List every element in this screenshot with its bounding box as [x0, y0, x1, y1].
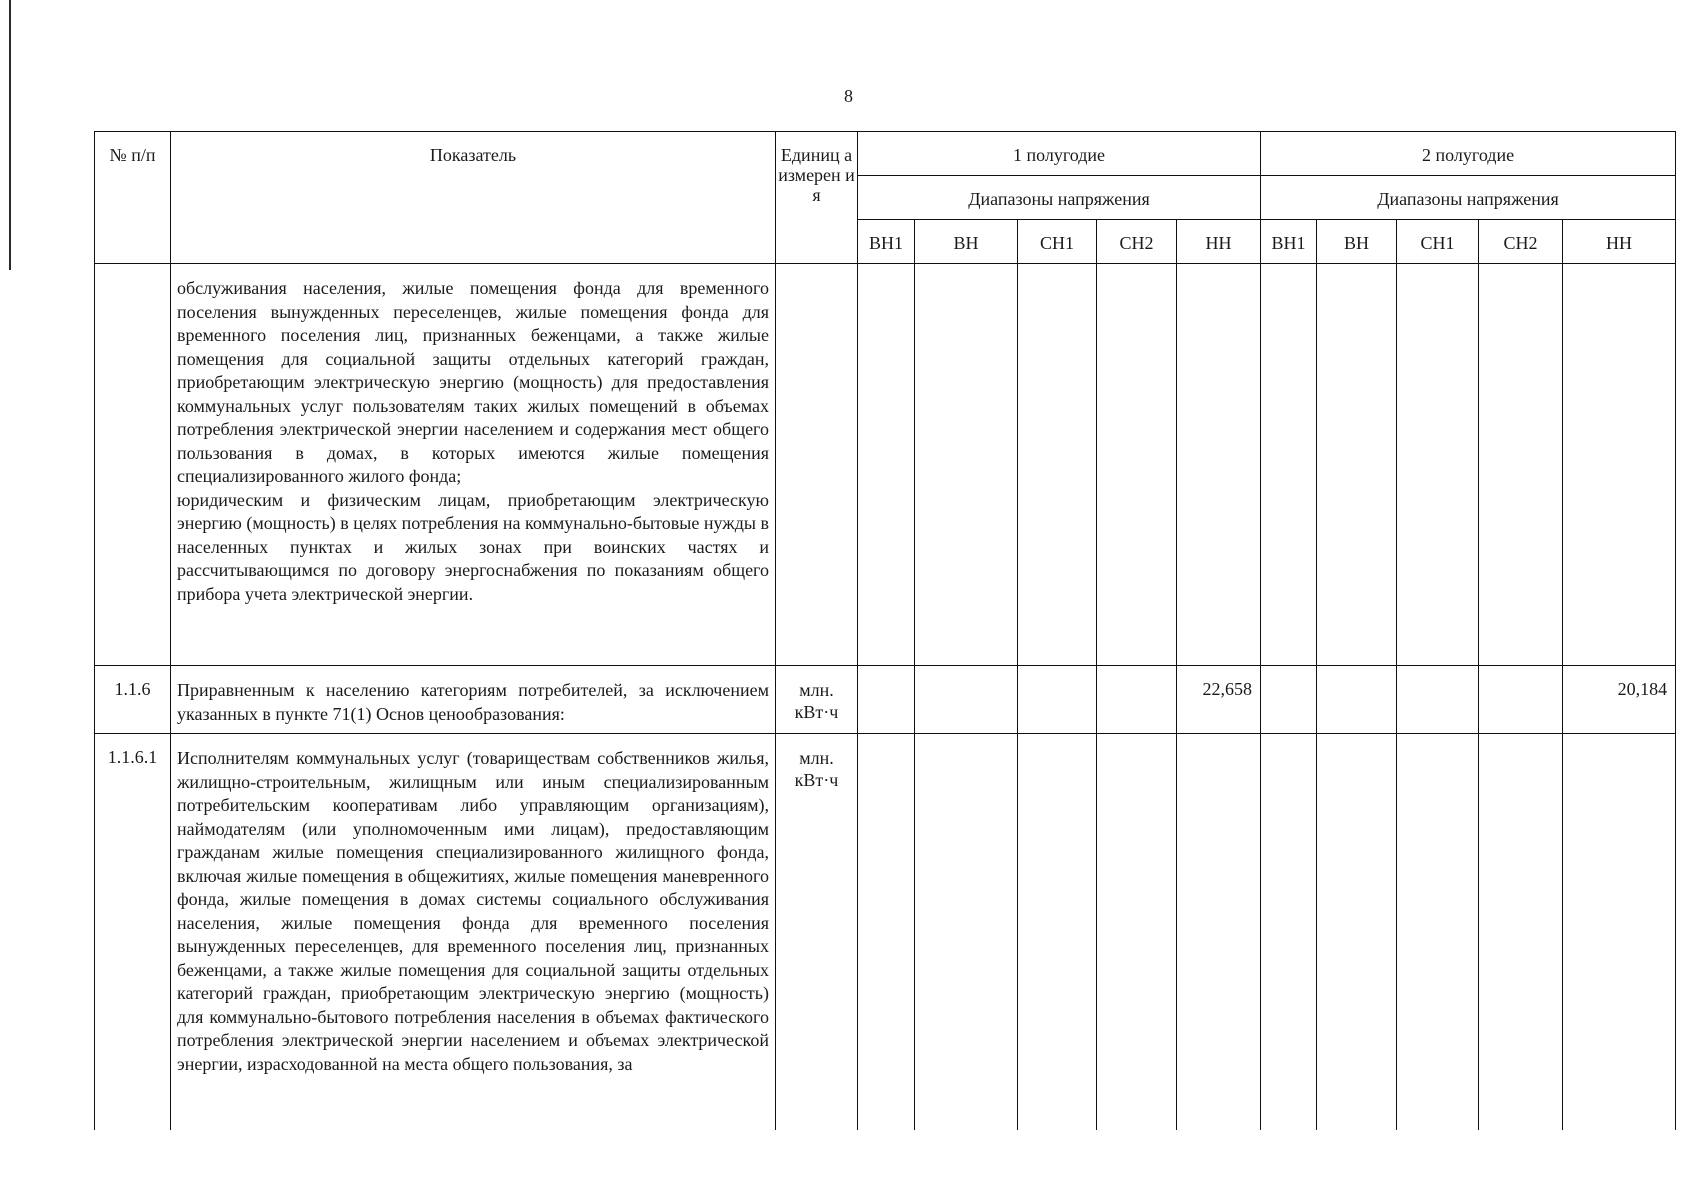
header-voltage-ranges-1: Диапазоны напряжения	[858, 176, 1261, 220]
h1-sn1-value	[1018, 264, 1097, 666]
header-half1: 1 полугодие	[858, 132, 1261, 176]
row-num: 1.1.6.1	[95, 734, 171, 1131]
row-indicator	[171, 734, 776, 1131]
row-indicator	[171, 666, 776, 734]
h1-nn-value	[1177, 264, 1261, 666]
table-row	[95, 264, 1676, 666]
header-half2: 2 полугодие	[1261, 132, 1676, 176]
row-unit: млн. кВт·ч	[776, 734, 858, 1131]
header-h2-vn: ВН	[1317, 220, 1397, 264]
row-num: 1.1.6	[95, 666, 171, 734]
header-h2-nn: НН	[1563, 220, 1676, 264]
h1-sn1-value	[1018, 666, 1097, 734]
h2-vn-value	[1317, 666, 1397, 734]
row-unit: млн. кВт·ч	[776, 666, 858, 734]
h2-vn1-value	[1261, 264, 1317, 666]
h1-nn-value	[1177, 734, 1261, 1131]
header-h2-sn1: СН1	[1397, 220, 1479, 264]
h1-vn1-value	[858, 734, 915, 1131]
tariff-table	[94, 131, 1676, 1130]
header-voltage-ranges-2: Диапазоны напряжения	[1261, 176, 1676, 220]
h2-nn-value	[1563, 264, 1676, 666]
indicator-paragraph: Приравненным к населению категориям потребителей, за исключением указанных в пункте 71(1) Основ ценообразования:	[177, 680, 769, 724]
h2-vn1-value	[1261, 666, 1317, 734]
row-indicator	[171, 264, 776, 666]
h1-vn1-value	[858, 264, 915, 666]
h1-nn-value: 22,658	[1177, 666, 1261, 734]
h2-vn1-value	[1261, 734, 1317, 1131]
h2-sn2-value	[1479, 264, 1563, 666]
h2-sn1-value	[1397, 734, 1479, 1131]
header-h1-vn1: ВН1	[858, 220, 915, 264]
h1-vn-value	[915, 264, 1018, 666]
h2-vn-value	[1317, 264, 1397, 666]
row-num	[95, 264, 171, 666]
h2-nn-value	[1563, 734, 1676, 1131]
h2-sn2-value	[1479, 666, 1563, 734]
h2-sn1-value	[1397, 666, 1479, 734]
h1-sn2-value	[1097, 734, 1177, 1131]
h2-sn1-value	[1397, 264, 1479, 666]
header-h1-sn2: СН2	[1097, 220, 1177, 264]
page-number: 8	[844, 86, 853, 106]
row-unit	[776, 264, 858, 666]
header-unit: Единиц а измерен ия	[776, 132, 858, 264]
indicator-paragraph: Исполнителям коммунальных услуг (товариществам собственников жилья, жилищно-строительным, жилищным или иным специализированным потребительским кооперативам либо управляющим организациям), наймодателям (или уполномоченным ими лицам), предоставляющим гражданам жилые помещения специализированного жилищного фонда, включая жилые помещения в общежитиях, жилые помещения маневренного фонда, жилые помещения в домах системы социального обслуживания населения, жилые помещения фонда для временного поселения вынужденных переселенцев, для временного поселения лиц, признанных беженцами, а также жилые помещения для социальной защиты отдельных категорий граждан, приобретающим электрическую энергию (мощность) для коммунально-бытового потребления населения в объемах фактического потребления электрической энергии населением и объемах электрической энергии, израсходованной на места общего пользования, за	[177, 748, 769, 1074]
indicator-paragraph: обслуживания населения, жилые помещения фонда для временного поселения вынужденных переселенцев, жилые помещения фонда для временного поселения лиц, признанных беженцами, а также жилые помещения для социальной защиты отдельных категорий граждан, приобретающим электрическую энергию (мощность) для предоставления коммунальных услуг пользователям таких жилых помещений в объемах потребления электрической энергии населением и содержания мест общего пользования в домах, в которых имеются жилые помещения специализированного жилого фонда;	[177, 278, 769, 486]
h1-sn2-value	[1097, 264, 1177, 666]
table-row	[95, 734, 1676, 1131]
indicator-paragraph: юридическим и физическим лицам, приобретающим электрическую энергию (мощность) в целях потребления на коммунально-бытовые нужды в населенных пунктах и жилых зонах при воинских частях и рассчитывающимся по договору энергоснабжения по показаниям общего прибора учета электрической энергии.	[177, 489, 769, 604]
table-row	[95, 666, 1676, 734]
h1-vn-value	[915, 666, 1018, 734]
header-indicator: Показатель	[171, 132, 776, 264]
h2-sn2-value	[1479, 734, 1563, 1131]
header-h1-sn1: СН1	[1018, 220, 1097, 264]
header-h1-nn: НН	[1177, 220, 1261, 264]
h1-vn1-value	[858, 666, 915, 734]
h1-vn-value	[915, 734, 1018, 1131]
header-h2-vn1: ВН1	[1261, 220, 1317, 264]
header-h1-vn: ВН	[915, 220, 1018, 264]
header-h2-sn2: СН2	[1479, 220, 1563, 264]
header-num: № п/п	[95, 132, 171, 264]
h1-sn1-value	[1018, 734, 1097, 1131]
h2-nn-value: 20,184	[1563, 666, 1676, 734]
binding-margin-line	[9, 0, 11, 270]
h1-sn2-value	[1097, 666, 1177, 734]
h2-vn-value	[1317, 734, 1397, 1131]
